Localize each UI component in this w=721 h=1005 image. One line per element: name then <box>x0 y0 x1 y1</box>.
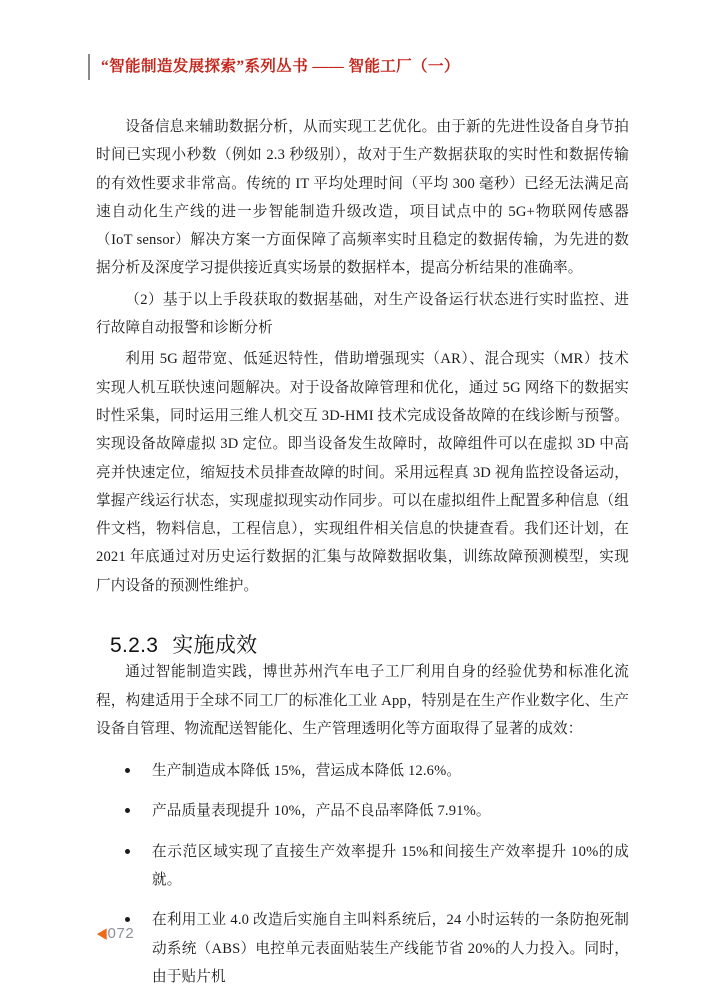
list-item <box>96 757 629 785</box>
bullet-dot-icon <box>125 849 130 854</box>
list-item <box>96 838 629 895</box>
bullet-dot-icon <box>125 768 130 773</box>
paragraph-5g-ar-mr: 利用 5G 超带宽、低延迟特性，借助增强现实（AR）、混合现实（MR）技术实现人机互联快速问题解决。对于设备故障管理和优化，通过 5G 网络下的数据实时性采集，同时运用三维人机交互 3D-HMI 技术完成设备故障的在线诊断与预警。实现设备故障虚拟 3D 定位。即当设备发生故障时，故障组件可以在虚拟 3D 中高亮并快速定位，缩短技术员排查故障的时间。采用远程真 3D 视角监控设备运动，掌握产线运行状态，实现虚拟现实动作同步。可以在虚拟组件上配置多种信息（组件文档，物料信息，工程信息），实现组件相关信息的快捷查看。我们还计划，在 2021 年底通过对历史运行数据的汇集与故障数据收集，训练故障预测模型，实现厂内设备的预测性维护。 <box>96 351 629 594</box>
list-item <box>96 906 629 991</box>
page-number: 072 <box>107 924 135 942</box>
bullet-dot-icon <box>125 808 130 813</box>
caret-left-icon: ◀ <box>96 924 107 942</box>
paragraph-intro-data-analysis: 设备信息来辅助数据分析，从而实现工艺优化。由于新的先进性设备自身节拍时间已实现小秒数（例如 2.3 秒级别），故对于生产数据获取的实时性和数据传输的有效性要求非常高。传统的 IT 平均处理时间（平均 300 毫秒）已经无法满足高速自动化生产线的进一步智能制造升级改造，项目试点中的 5G+物联网传感器（IoT sensor）解决方案一方面保障了高频率实时且稳定的数据传输，为先进的数据分析及深度学习提供接近真实场景的数据样本，提高分析结果的准确率。 <box>96 119 629 277</box>
list-item-text: 产品质量表现提升 10%，产品不良品率降低 7.91%。 <box>152 803 491 820</box>
list-item-text: 生产制造成本降低 15%，营运成本降低 12.6%。 <box>152 763 462 780</box>
paragraph-section-intro: 通过智能制造实践，博世苏州汽车电子工厂利用自身的经验优势和标准化流程，构建适用于全球不同工厂的标准化工业 App，特别是在生产作业数字化、生产设备自管理、物流配送智能化、生产管理透明化等方面取得了显著的成效： <box>96 664 629 737</box>
header-title: “智能制造发展探索”系列丛书 —— 智能工厂（一） <box>101 58 460 76</box>
section-title: 实施成效 <box>172 634 258 658</box>
page-folio <box>96 923 134 943</box>
body-content <box>96 113 629 991</box>
achievements-list <box>96 757 629 991</box>
list-item-text: 在示范区域实现了直接生产效率提升 15%和间接生产效率提升 10%的成就。 <box>152 843 629 889</box>
bullet-dot-icon <box>125 917 130 922</box>
paragraph-item-2-monitoring: （2）基于以上手段获取的数据基础，对生产设备运行状态进行实时监控、进行故障自动报警和诊断分析 <box>96 291 629 337</box>
running-header <box>88 52 460 82</box>
list-item-text: 在利用工业 4.0 改造后实施自主叫料系统后，24 小时运转的一条防抱死制动系统（ABS）电控单元表面贴装生产线能节省 20%的人力投入。同时，由于贴片机 <box>152 912 629 985</box>
section-number: 5.2.3 <box>110 634 159 658</box>
header-rule-decoration <box>88 54 90 80</box>
section-heading-523 <box>96 633 629 658</box>
list-item <box>96 797 629 825</box>
